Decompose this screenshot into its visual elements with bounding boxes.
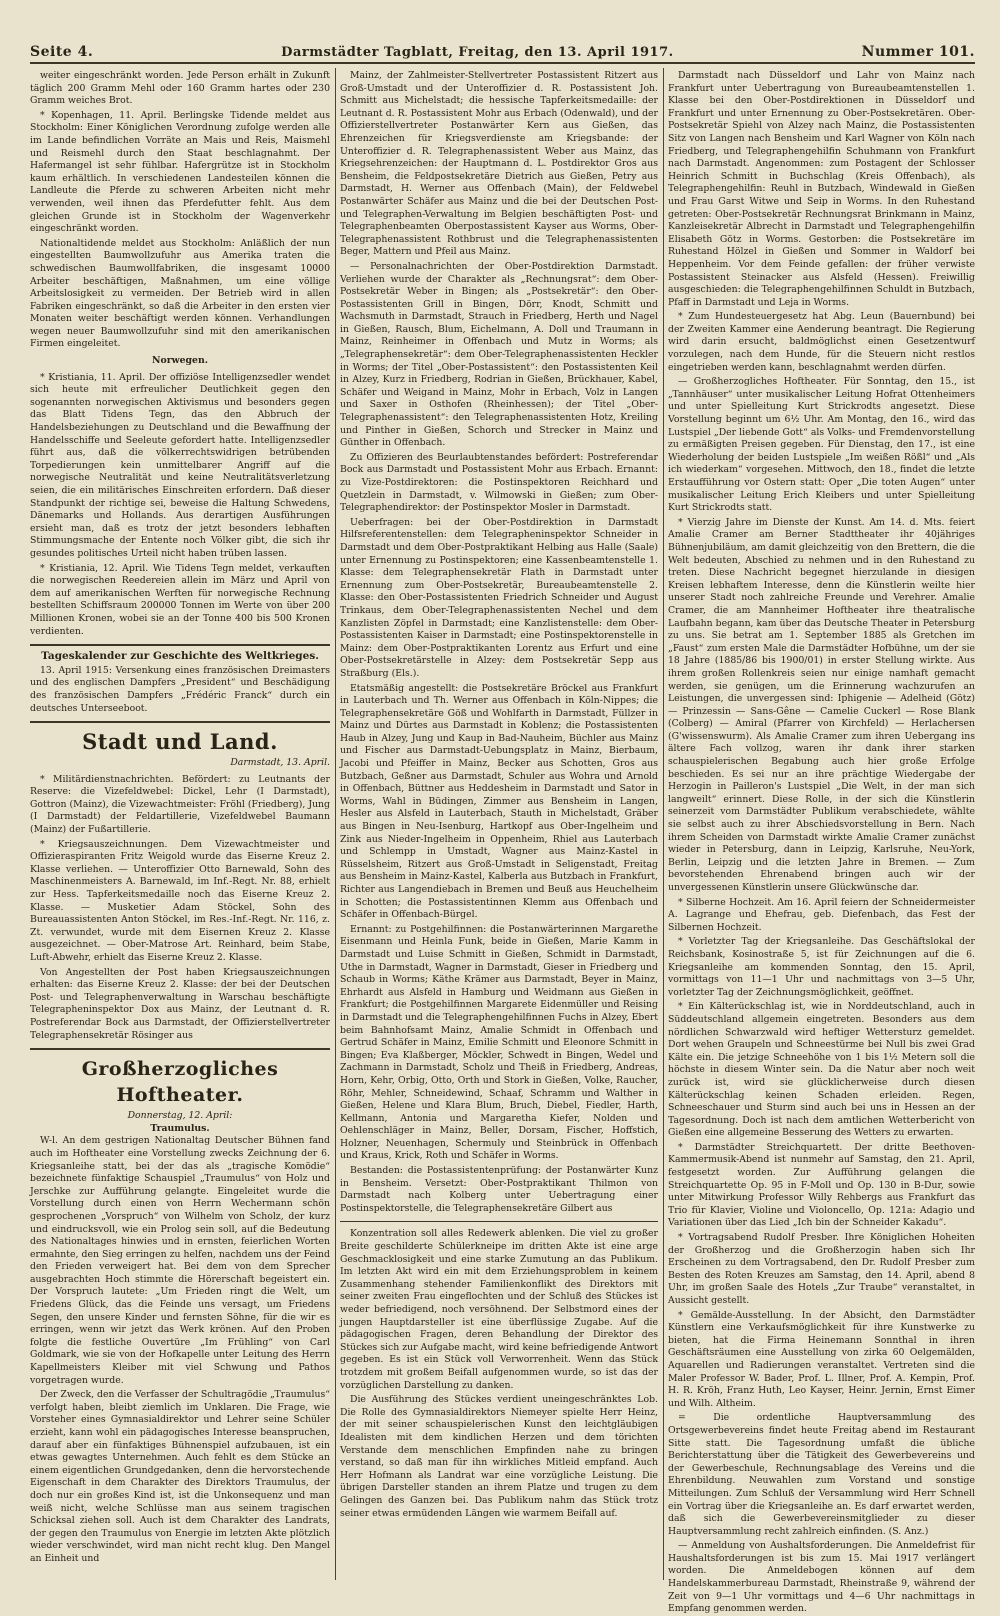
article-paragraph: — Großherzogliches Hoftheater. Für Sonntag, den 15., ist „Tannhäuser“ unter musikalischer Leitung Hofrat Ottenheimers und unter Spielleitung Kurt Strickrodts angesetzt. Diese Vorstellung beginnt um 6½ Uhr. Am Montag, den 16., wird das Lustspiel „Der liebende Gott“ als Volks- und Fremdenvorstellung zu ermäßigten Preisen gegeben. Für Dienstag, den 17., ist eine Wiederholung der beiden Lustspiele „Im weißen Rößl“ und „Als ich wiederkam“ vorgesehen. Mittwoch, den 18., findet die letzte Erstaufführung vor Ostern statt: Oper „Die toten Augen“ unter musikalischer Leitung Erich Kleibers und unter Spielleitung Kurt Strickrodts statt. xyxy=(668,376,975,514)
article-paragraph: Mainz, der Zahlmeister-Stellvertreter Postassistent Ritzert aus Groß-Umstadt und der Unteroffizier d. R. Postassistent Joh. Schmitt aus Michelstadt; die hessische Tapferkeitsmedaille: der Leutnant d. R. Postassistent Mohr aus Erbach (Odenwald), und der Offizierstellvertreter Postanwärter Kern aus Gießen, das Ehrenzeichen für Kriegsverdienste am Kriegsbande: der Unteroffizier d. R. Telegraphenassistent Weber aus Mainz, das Kriegsehrenzeichen: der Hauptmann d. L. Postdirektor Gros aus Bensheim, die Feldpostsekretäre Dietrich aus Gießen, Petry aus Darmstadt, H. Werner aus Offenbach (Main), der Feldwebel Postanwärter Schäfer aus Mainz und die bei der Deutschen Post- und Telegraphen-Verwaltung im Belgien beschäftigten Post- und Telegraphenbeamten Oberpostassistent Kayser aus Worms, Ober-Telegraphenassistent Rothbrust und die Telegraphenassistenten Beger, Mattern und Pfeil aus Mainz. xyxy=(340,70,658,258)
article-paragraph: Die Ausführung des Stückes verdient uneingeschränktes Lob. Die Rolle des Gymnasialdirektors Niemeyer spielte Herr Heinz, der mit seiner schauspielerischen Kunst den leichtgläubigen Idealisten mit dem kindlichen Herzen und dem törichten Verstande dem menschlichen Empfinden nahe zu bringen verstand, so daß man für ihn wirkliches Mitleid empfand. Auch Herr Hofmann als Landrat war eine vorzügliche Leistung. Die übrigen Darsteller standen an ihrem Platze und trugen zu dem Gelingen des Ganzen bei. Das Publikum nahm das Stück trotz seiner etwas ermüdenden Längen wie warmem Beifall auf. xyxy=(340,1394,658,1519)
column-2 xyxy=(340,70,658,1578)
page-header xyxy=(30,38,975,60)
article-paragraph: — Anmeldung von Aushaltsforderungen. Die Anmeldefrist für Haushaltsforderungen ist bis zum 15. Mai 1917 verlängert worden. Die Anmeldebogen können auf dem Handelskammerbureau Darmstadt, Rheinstraße 9, während der Zeit von 9—1 Uhr vormittags und 4—6 Uhr nachmittags in Empfang genommen werden. xyxy=(668,1540,975,1615)
masthead-line: Darmstädter Tagblatt, Freitag, den 13. April 1917. xyxy=(281,45,674,60)
article-paragraph: * Kristiania, 12. April. Wie Tidens Tegn meldet, verkauften die norwegischen Reedereien allein im März und April von dem auf amerikanischen Werften für norwegische Rechnung bestellten Schiffsraum 200000 Tonnen im Werte von über 200 Millionen Kronen, wobei sie an der Tonne 400 bis 500 Kronen verdienten. xyxy=(30,562,330,637)
article-paragraph: W-l. An dem gestrigen Nationaltag Deutscher Bühnen fand auch im Hoftheater eine Vorstellung zwecks Zeichnung der 6. Kriegsanleihe statt, bei der das als „tragische Komödie“ bezeichnete fünfaktige Schauspiel „Traumulus“ von Holz und Jerschke zur Aufführung gelangte. Eingeleitet wurde die Vorstellung durch einen von Herrn Wechermann schön gesprochenen „Vorspruch“ von Wilhelm von Scholz, der kurz und eindrucksvoll, wie ein Prolog sein soll, auf die Bedeutung des Nationaltages hinwies und in ernsten, feierlichen Worten ermahnte, den Sieg erringen zu helfen, nachdem uns der Feind den Frieden verweigert hat. Bei dem von dem Sprecher ausgebrachten Hoch stimmte die Hörerschaft begeistert ein. Der Vorspruch lautete: „Um Frieden ringt die Welt, um Friedens Glück, das die Feinde uns versagt, um Friedens Segen, den unsere Kinder und fernsten Söhne, für die wir es erringen, wenn wir jetzt das Werk krönen. Auf den Proben folgte die festliche Ouvertüre „Im Frühling“ von Carl Goldmark, wie sie von der Hofkapelle unter Leitung des Herrn Kapellmeisters Kleiber mit viel Schwung und Pathos vorgetragen wurde. xyxy=(30,1135,330,1386)
article-paragraph: Ueberfragen: bei der Ober-Postdirektion in Darmstadt Hilfsreferentenstellen: dem Telegrapheninspektor Schneider in Darmstadt und dem Ober-Postpraktikant Helbing aus Halle (Saale) unter Ernennung zu Postinspektoren; eine Kassenbeamtenstelle 1. Klasse: dem Telegraphensekretär Flath in Darmstadt unter Ernennung zum Ober-Postsekretär, Bureaubeamtenstelle 2. Klasse: den Ober-Postassistenten Friedrich Schneider und August Trinkaus, dem Ober-Telegraphenassistenten Nechel und dem Kanzlisten Zöpfel in Darmstadt; eine Kanzlistenstelle: dem Ober-Postassistenten Kaiser in Darmstadt; eine Postinspektorenstelle in Mainz: dem Ober-Postpraktikanten Lorentz aus Erfurt und eine Ober-Postsekretärstelle in Alzey: dem Postsekretär Sepp aus Straßburg (Els.). xyxy=(340,516,658,679)
section-title-hoftheater: Großherzogliches Hoftheater. xyxy=(81,1058,279,1107)
article-paragraph: * Zum Hundesteuergesetz hat Abg. Leun (Bauernbund) bei der Zweiten Kammer eine Aenderung beantragt. Die Regierung wird darin ersucht, baldmöglichst einen Gesetzentwurf vorzulegen, nach dem Hunde, für die Steuern nicht restlos eingetrieben werden kann, beschlagnahmt werden dürfen. xyxy=(668,311,975,373)
article-paragraph: * Kriegsauszeichnungen. Dem Vizewachtmeister und Offizieraspiranten Fritz Weigold wurde das Eiserne Kreuz 2. Klasse verliehen. — Unteroffizier Otto Barnewald, Sohn des Maschinenmeisters A. Barnewald, im Inf.-Regt. Nr. 88, erhielt zur Hess. Tapferkeitsmedaille noch das Eiserne Kreuz 2. Klasse. — Musketier Adam Stöckel, Sohn des Bureauassistenten Anton Stöckel, im Res.-Inf.-Regt. Nr. 116, z. Zt. verwundet, wurde mit dem Eisernen Kreuz 2. Klasse ausgezeichnet. — Ober-Matrose Art. Reinhard, beim Stabe, Luft-Abwehr, erhielt das Eiserne Kreuz 2. Klasse. xyxy=(30,838,330,963)
article-paragraph: * Silberne Hochzeit. Am 16. April feiern der Schneidermeister A. Lagrange und Ehefrau, geb. Diefenbach, das Fest der Silbernen Hochzeit. xyxy=(668,896,975,933)
article-paragraph: weiter eingeschränkt worden. Jede Person erhält in Zukunft täglich 200 Gramm Mehl oder 160 Gramm hartes oder 230 Gramm weiches Brot. xyxy=(30,70,330,107)
dateline: Darmstadt, 13. April. xyxy=(230,757,330,769)
review-date: Donnerstag, 12. April: xyxy=(127,1110,233,1122)
article-paragraph: * Darmstädter Streichquartett. Der dritte Beethoven-Kammermusik-Abend ist nunmehr auf Samstag, den 21. April, festgesetzt worden. Zur Aufführung gelangen die Streichquartette Op. 95 in F-Moll und Op. 130 in B-Dur, sowie unter Mitwirkung Professor Willy Rehbergs aus Frankfurt das Trio für Klavier, Violine und Violoncello, Op. 121a: Adagio und Variationen über das Lied „Ich bin der Schneider Kakadu“. xyxy=(668,1141,975,1229)
article-paragraph: Der Zweck, den die Verfasser der Schultragödie „Traumulus“ verfolgt haben, bleibt ziemlich im Unklaren. Die Frage, wie Vorsteher eines Gymnasialdirektor und Lehrer seine Schüler erzieht, kann wohl ein pädagogisches Interesse beanspruchen, darauf aber ein fünfaktiges Bühnenspiel aufzubauen, ist ein etwas gewagtes Unternehmen. Auch fehlt es dem Stücke an einem eigentlichen Grundgedanken, denn die hervorstechende Eigenschaft in dem Charakter des Direktors Traumulus, der doch nur ein großes Kind ist, ist die Unkonsequenz und man weiß nicht, welche Schlüsse man aus seinem tragischen Schicksal ziehen soll. Auch ist dem Charakter des Landrats, der gegen den Traumulus von Energie im letzten Akte plötzlich wieder verschwindet, wird man nicht recht klug. Den Mangel an Einheit und xyxy=(30,1389,331,1564)
article-paragraph: Etatsmäßig angestellt: die Postsekretäre Bröckel aus Frankfurt in Lauterbach und Th. Werner aus Offenbach in Köln-Nippes; die Telegraphensekretäre Göß und Wohlfarth in Darmstadt, Füllzer in Mainz und Dürtes aus Darmstadt in Koblenz; die Postassistenten Haub in Alzey, Jung und Kaup in Bad-Nauheim, Büchler aus Mainz und Fischer aus Darmstadt-Uebungsplatz in Mainz, Bierbaum, Jacobi und Pfeiffer in Mainz, Becker aus Schotten, Gros aus Butzbach, Geßner aus Darmstadt, Schuler aus Wohra und Arnold in Offenbach, Büttner aus Heddesheim in Darmstadt und Sator in Worms, Wahl in Büdingen, Zimmer aus Bensheim in Langen, Hesler aus Alsfeld in Lauterbach, Stauth in Michelstadt, Gräber aus Bingen in Neu-Isenburg, Hartkopf aus Ober-Ingelheim und Zink aus Nieder-Ingelheim in Oppenheim, Rhiel aus Lauterbach und Schlempp in Umstadt, Wagner aus Mainz-Kastel in Rüsselsheim, Ritzert aus Groß-Umstadt in Seligenstadt, Freitag aus Bensheim in Mainz-Kastel, Kalberla aus Butzbach in Frankfurt, Richter aus Langendiebach in Bremen und Beuß aus Heuchelheim in Schotten; die Postassistentinnen Klemm aus Offenbach und Schäfer in Offenbach-Bürgel. xyxy=(340,682,658,921)
article-paragraph: * Gemälde-Ausstellung. In der Absicht, den Darmstädter Künstlern eine Verkaufsmöglichkeit für ihre Kunstwerke zu bieten, hat die Firma Heinemann Sonnthal in ihren Geschäftsräumen eine Ausstellung von zirka 60 Oelgemälden, Aquarellen und Radierungen veranstaltet. Vertreten sind die Maler Professor W. Bader, Prof. L. Illner, Prof. A. Kempin, Prof. H. R. Kröh, Franz Huth, Leo Kayser, Heinr. Jernin, Ernst Eimer und Wilh. Altheim. xyxy=(668,1309,975,1409)
header-rule xyxy=(30,62,975,64)
war-calendar-text: 13. April 1915: Versenkung eines französischen Dreimasters und des englischen Dampfers „President“ und Beschädigung des französischen Dampfers „Frédéric Franck“ durch ein deutsches Unterseeboot. xyxy=(30,664,330,714)
column-3 xyxy=(668,70,975,1615)
article-paragraph: * Militärdienstnachrichten. Befördert: zu Leutnants der Reserve: die Vizefeldwebel: Dickel, Lehr (I Darmstadt), Gottron (Mainz), die Vizewachtmeister: Fröhl (Friedberg), Jung (I Darmstadt) der Feldartillerie, Vizefeldwebel Baumann (Mainz) der Fußartillerie. xyxy=(30,773,330,836)
section-heading: Norwegen. xyxy=(152,355,208,367)
section-title-stadt-und-land: Stadt und Land. xyxy=(82,729,278,755)
article-paragraph: * Ein Kälterückschlag ist, wie in Norddeutschland, auch in Süddeutschland allgemein eingetreten. Besonders aus dem nördlichen Schwarzwald wird heftiger Wettersturz gemeldet. Dort wehen Graupeln und Schneestürme bei Null bis zwei Grad Kälte ein. Die jetzige Schneehöhe von 1 bis 1½ Metern soll die höchste in diesem Winter sein. Da die Natur aber noch weit zurück ist, wird sie glücklicherweise durch diesen Kälterückschlag keinen Schaden erleiden. Regen, Schneeschauer und Sturm sind auch bei uns in Hessen an der Tagesordnung. Doch ist nach dem amtlichen Wetterbericht von Gießen eine allgemeine Besserung des Wetters zu erwarten. xyxy=(668,1001,975,1139)
war-calendar-heading: Tageskalender zur Geschichte des Weltkrieges. xyxy=(41,650,319,663)
article-paragraph: Von Angestellten der Post haben Kriegsauszeichnungen erhalten: das Eiserne Kreuz 2. Klasse: der bei der Deutschen Post- und Telegraphenverwaltung in Warschau beschäftigte Telegrapheninspektor Dox aus Mainz, der Leutnant d. R. Postreferendar Bock aus Darmstadt, der Offizierstellvertreter Telegraphensekretär Rösinger aus xyxy=(30,966,330,1041)
article-paragraph: Darmstadt nach Düsseldorf und Lahr von Mainz nach Frankfurt unter Uebertragung von Bureaubeamtenstellen 1. Klasse bei den Ober-Postdirektionen in Düsseldorf und Frankfurt und unter Ernennung zu Ober-Postsekretären. Ober-Postsekretär Spiehl von Alzey nach Mainz, die Postassistenten Sitz von Langen nach Bensheim und Karl Wagner von Köln nach Friedberg, und Telegraphengehilfin Schuhmann von Frankfurt nach Darmstadt. Angenommen: zum Postagent der Schlosser Heinrich Schmitt in Buchschlag (Kreis Offenbach), als Telegraphengehilfin: Reuhl in Butzbach, Windewald in Gießen und Frau Garst Witwe und Seip in Worms. In den Ruhestand getreten: Ober-Postsekretär Rechnungsrat Brinkmann in Mainz, Kanzleisekretär Albrecht in Darmstadt und Telegraphengehilfin Elisabeth Götz in Worms. Gestorben: die Postsekretäre im Ruhestand Hölzel in Gießen und Sommer in Waldorf bei Heppenheim. Vor dem Feinde gefallen: der früher verwiste Postassistent Steinacker aus Alsfeld (Hessen). Freiwillig ausgeschieden: die Telegraphengehilfinnen Schuldt in Butzbach, Pfaff in Darmstadt und Leja in Worms. xyxy=(668,70,975,308)
article-paragraph: * Kristiania, 11. April. Der offiziöse Intelligenzsedler wendet sich heute mit erfreulicher Deutlichkeit gegen den sogenannten norwegischen Aktivismus und besonders gegen das Blatt Tidens Tegn, das den Abbruch der Handelsbeziehungen zu Deutschland und die Bewaffnung der Handelsschiffe und Seeleute gefordert hatte. Intelligenzsedler führt aus, daß die völkerrechtswidrigen betrübenden Torpedierungen kein unmittelbarer Angriff auf die norwegische Neutralität und keine Neutralitätsverletzung seien, die ein militärisches Einschreiten erfordern. Daß dieser Standpunkt der richtige sei, beweise die Haltung Schwedens, Dänemarks und Hollands. Aus derartigen Ausführungen ersieht man, daß es trotz der jetzt besonders lebhaften Stimmungsmache der Entente noch Völker gibt, die sich ihr gesundes politisches Urteil nicht haben trüben lassen. xyxy=(30,371,330,559)
article-paragraph: * Vierzig Jahre im Dienste der Kunst. Am 14. d. Mts. feiert Amalie Cramer am Berner Stadttheater ihr 40jähriges Bühnenjubiläum, am damit gleichzeitig von den Brettern, die die Welt bedeuten, Abschied zu nehmen und in den Ruhestand zu treten. Diese Nachricht begegnet hierzulande in diesigen Kreisen lebhaftem Interesse, denn die Künstlerin weilte hier unserer Stadt noch zahlreiche Freunde und Verehrer. Amalie Cramer, die am Mannheimer Hoftheater ihre theatralische Laufbahn begann, kam über das Deutsche Theater in Petersburg zu uns. Sie betrat am 1. September 1885 als Gretchen im „Faust“ zum ersten Male die Darmstädter Hofbühne, um der sie 18 Jahre (1885/86 bis 1900/01) in erster Stellung wirkte. Aus ihrem großen Rollenkreis seien nur einige namhaft gemacht werden, sie genügen, um die Erinnerung wachzurufen an Leistungen, die unvergessen sind: Iphigenie — Adelheid (Götz) — Prinzessin — Sans-Gêne — Camelie Cuckerl — Rose Blank (Colberg) — Amiral (Pfarrer von Kirchfeld) — Herlachersen (G'wissenswurm). Als Amalie Cramer zum ihren Uebergang ins ältere Fach vollzog, waren ihr dank ihrer starken schauspielerischen Begabung auch hier große Erfolge beschieden. Es sei nur an ihre prächtige Wiedergabe der Herzogin in Pailleron's Lustspiel „Die Welt, in der man sich langweilt“ erinnert. Diese Rolle, in der sich die Künstlerin seinerzeit vom Darmstädter Publikum verabschiedete, wählte sie selbst auch zu ihrer Abschiedsvorstellung in Bern. Nach ihrem Scheiden von Darmstadt wirkte Amalie Cramer zunächst wieder in Petersburg, dann in Leipzig, Karlsruhe, Neu-York, Berlin, Leipzig und die letzten Jahre in Bremen. — Zum bevorstehenden Ehrenabend bringen auch wir der unvergessenen Künstlerin unsere Glückwünsche dar. xyxy=(668,516,975,893)
column-1 xyxy=(30,70,330,1578)
page-number: Seite 4. xyxy=(30,44,94,60)
article-paragraph: — Personalnachrichten der Ober-Postdirektion Darmstadt. Verliehen wurde der Charakter als „Rechnungsrat“: dem Ober-Postsekretär Weber in Bingen; als „Postsekretär“: den Ober-Postassistenten Grill in Bingen, Dörr, Knodt, Schmitt und Wachsmuth in Darmstadt, Strauch in Friedberg, Herth und Nagel in Gießen, Rausch, Blum, Eichelmann, A. Doll und Traumann in Mainz, Reinheimer in Offenbach und Mutz in Worms; als „Telegraphensekretär“: dem Ober-Telegraphenassistenten Heckler in Worms; der Titel „Ober-Postassistent“: den Postassistenten Keil in Alzey, Kurz in Friedberg, Rodrian in Gießen, Brückhauer, Kabel, Schäfer und Weigand in Mainz, Mohr in Erbach, Volz in Langen und Saxer in Osthofen (Rheinhessen); der Titel „Ober-Telegraphenassistent“: den Telegraphenassistenten Hotz, Kreiling und Pinther in Gießen, Schorch und Strecker in Mainz und Günther in Offenbach. xyxy=(340,260,658,449)
article-paragraph: * Vorletzter Tag der Kriegsanleihe. Das Geschäftslokal der Reichsbank, Kosinostraße 5, ist für Zeichnungen auf die 6. Kriegsanleihe am kommenden Sonntag, den 15. April, vormittags von 11—1 Uhr und nachmittags von 3—5 Uhr, vorletzter Tag der Zeichnungsmöglichkeit, geöffnet. xyxy=(668,936,975,998)
section-rule xyxy=(340,1221,658,1222)
article-paragraph: Bestanden: die Postassistentenprüfung: der Postanwärter Kunz in Bensheim. Versetzt: Ober-Postpraktikant Thilmon von Darmstadt nach Kolberg unter Uebertragung einer Postinspektorstelle, die Telegraphensekretäre Gilbert aus xyxy=(340,1165,658,1214)
article-paragraph: Ernannt: zu Postgehilfinnen: die Postanwärterinnen Margarethe Eisenmann und Heinla Funk, beide in Gießen, Marie Kamm in Darmstadt und Luise Schmitt in Gießen, Schmidt in Darmstadt, Uthe in Darmstadt, Wagner in Darmstadt, Gieser in Friedberg und Schaub in Worms; Käthe Krämer aus Darmstadt, Beyer in Mainz, Ehrhardt aus Alsfeld in Hamburg und Weidmann aus Gießen in Frankfurt; die Postgehilfinnen Margarete Eidenmüller und Reising in Darmstadt und die Telegraphengehilfinnen Fuchs in Alzey, Ebert beim Bahnhofsamt Mainz, Amalie Schmidt in Offenbach und Gertrud Schäfer in Mainz, Emilie Schmitt und Eleonore Schmitt in Bingen; Eva Klaßberger, Möckler, Schwedt in Bingen, Wedel und Zachmann in Darmstadt, Scholz und Theiß in Friedberg, Andreas, Horn, Kehr, Orbig, Otto, Orth und Stork in Gießen, Volke, Raucher, Röhr, Mehler, Schneidewind, Schaaf, Schramm und Walther in Gießen, Helene und Klara Blum, Bruch, Diebel, Fiedler, Harth, Kellmann, Antonia und Margaretha Kiefer, Nolden und Oehlenschläger in Mainz, Beller, Dorsam, Fischer, Hoffstich, Holzner, Neuenhagen, Schermuly und Steinbrück in Offenbach und Kraus, Krick, Roth und Schäfer in Worms. xyxy=(340,923,658,1162)
review-play-title: Traumulus. xyxy=(150,1122,210,1134)
article-paragraph: * Vortragsabend Rudolf Presber. Ihre Königlichen Hoheiten der Großherzog und die Großherzogin haben sich Ihr Erscheinen zu dem Vortragsabend, den Dr. Rudolf Presber zum Besten des Roten Kreuzes am Samstag, den 14. April, abend 8 Uhr, im großen Saale des Hotels „Zur Traube“ veranstaltet, in Aussicht gestellt. xyxy=(668,1232,975,1306)
article-paragraph: = Die ordentliche Hauptversammlung des Ortsgewerbevereins findet heute Freitag abend im Restaurant Sitte statt. Die Tagesordnung umfaßt die übliche Berichterstattung über die Tätigkeit des Gewerbevereins und der Gewerbeschule, Rechnungsablage des Vereins und die Ehrenbildung. Neuwahlen zum Vorstand und sonstige Mitteilungen. Zum Schluß der Versammlung wird Herr Schnell ein Vortrag über die Kriegsanleihe an. Es darf erwartet werden, daß sich die Gewerbevereinsmitglieder zu dieser Hauptversammlung recht zahlreich einfinden. (S. Anz.) xyxy=(668,1412,975,1537)
article-paragraph: * Kopenhagen, 11. April. Berlingske Tidende meldet aus Stockholm: Einer Königlichen Verordnung zufolge werden alle im Lande befindlichen Vorräte an Mais und Reis, Maismehl und Reismehl durch den Staat beschlagnahmt. Der Hafermangel ist sehr fühlbar. Hafergrütze ist in Stockholm kaum erhältlich. In verschiedenen Landesteilen können die Landleute die Pferde zu schweren Arbeiten nicht mehr verwenden, weil ihnen das Pferdefutter fehlt. Aus dem gleichen Grunde ist in Stockholm der Wagenverkehr eingeschränkt worden. xyxy=(30,109,330,235)
article-paragraph: Konzentration soll alles Redewerk ablenken. Die viel zu großer Breite geschilderte Schülerkneipe im dritten Akte ist eine arge Geschmacklosigkeit und eine starke Zumutung an das Publikum. Im letzten Akt wird ein mit dem Erziehungsproblem in keinem Zusammenhang stehender Familienkonflikt des Direktors mit seiner zweiten Frau eingeflochten und der Schluß des Stückes ist weder befriedigend, noch versöhnend. Der Selbstmord eines der jungen Hauptdarsteller ist eine überflüssige Zugabe. Auf die pädagogischen Fragen, deren Behandlung der Direktor des Stückes sich zur Aufgabe macht, wird keine befriedigende Antwort gegeben. Es ist ein Stück voll Verworrenheit. Wenn das Stück trotzdem mit großem Beifall aufgenommen wurde, so ist das der vorzüglichen Darstellung zu danken. xyxy=(340,1228,658,1391)
issue-number: Nummer 101. xyxy=(861,44,975,60)
column-separator xyxy=(335,68,336,1580)
newspaper-page xyxy=(30,38,975,1615)
article-paragraph: Zu Offizieren des Beurlaubtenstandes befördert: Postreferendar Bock aus Darmstadt und Postassistent Mohr aus Erbach. Ernannt: zu Vize-Postdirektoren: die Postinspektoren Reichhard und Quetzlein in Darmstadt, v. Wilmowski in Gießen; zum Ober-Telegraphendirektor: der Postinspektor Mosler in Darmstadt. xyxy=(340,451,658,514)
column-separator xyxy=(663,68,664,1580)
war-calendar-box xyxy=(30,644,330,723)
section-rule xyxy=(30,1048,330,1050)
article-paragraph: Nationaltidende meldet aus Stockholm: Anläßlich der nun eingestellten Baumwollzufuhr aus Amerika traten die schwedischen Baumwollfabriken, die insgesamt 10000 Arbeiter beschäftigen, Maßnahmen, um eine völlige Arbeitslosigkeit zu vermeiden. Der Betrieb wird in allen Fabriken eingeschränkt, so daß die Arbeiter in den ersten vier Monaten weiter beschäftigt werden können. Verhandlungen wegen neuer Baumwollzufuhr sind mit den amerikanischen Firmen eingeleitet. xyxy=(30,237,330,350)
